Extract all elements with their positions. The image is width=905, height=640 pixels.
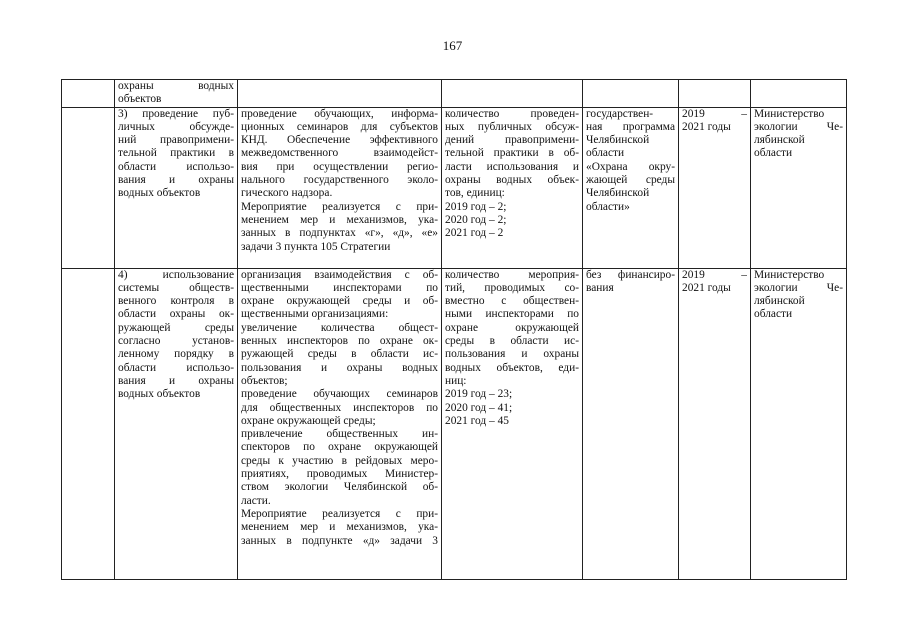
cell-text-line: увеличение количества общест-	[241, 321, 438, 334]
table-cell-c6	[679, 80, 751, 108]
table-cell-c7	[751, 268, 847, 579]
cell-text-line: согласно установ-	[118, 335, 234, 348]
cell-text-line: занных в подпунктах «г», «д», «е»	[241, 227, 438, 240]
table-cell-c1	[62, 107, 115, 268]
cell-text-line: 2021 годы	[682, 120, 731, 133]
cell-text-line: для общественных инспекторов по	[241, 401, 438, 414]
cell-text-line: Министерство	[754, 268, 825, 281]
cell-text-line: вместно с обществен-	[445, 295, 579, 308]
cell-text-line: Мероприятие реализуется с при-	[241, 507, 438, 520]
cell-text-line: пользования и охраны водных	[241, 361, 438, 374]
cell-text-line: жающей среды	[586, 174, 675, 187]
table-cell-c4	[442, 107, 583, 268]
cell-text-line: занных в подпункте «д» задачи 3	[241, 534, 438, 547]
cell-text-line: охране окружающей	[445, 321, 579, 334]
cell-text-line: ством экологии Челябинской об-	[241, 481, 438, 494]
cell-text-line: дений правопримени-	[445, 134, 579, 147]
cell-text-line: вания и охраны	[118, 374, 234, 387]
cell-text-line: межведомственного взаимодейст-	[241, 147, 438, 160]
cell-text-line: вия при осуществлении регио-	[241, 160, 438, 173]
table-row	[62, 80, 847, 108]
cell-text-line: вания	[586, 281, 614, 294]
measures-table	[61, 79, 847, 580]
cell-text-line: 2020 год – 41;	[445, 401, 513, 414]
cell-text-line: ленному порядку в	[118, 348, 234, 361]
cell-text-line: проведение обучающих семинаров	[241, 388, 438, 401]
cell-text-line: Мероприятие реализуется с при-	[241, 200, 438, 213]
cell-text-line: охране окружающей среды и об-	[241, 295, 438, 308]
cell-text-line: ных публичных обсуж-	[445, 120, 579, 133]
cell-text-line: водных объектов	[118, 187, 201, 200]
table-cell-c3	[238, 107, 442, 268]
cell-text-line: 2019 –	[682, 107, 747, 120]
cell-text-line: системы обществ-	[118, 281, 234, 294]
cell-text-line: гического надзора.	[241, 187, 333, 200]
cell-text-line: области использо-	[118, 361, 234, 374]
cell-text-line: экологии Че-	[754, 281, 843, 294]
cell-text-line: государствен-	[586, 107, 654, 120]
table-cell-c2	[115, 107, 238, 268]
cell-text-line: количество проведен-	[445, 107, 579, 120]
cell-text-line: венного контроля в	[118, 295, 234, 308]
cell-text-line: 2019 –	[682, 268, 747, 281]
cell-text-line: 2021 годы	[682, 281, 731, 294]
cell-text-line: области	[754, 147, 793, 160]
cell-text-line: охране окружающей среды;	[241, 414, 376, 427]
table-cell-c6	[679, 107, 751, 268]
cell-text-line: 2019 год – 23;	[445, 388, 513, 401]
cell-text-line: охраны водных	[118, 80, 234, 92]
cell-text-line: тий, проводимых со-	[445, 281, 579, 294]
table-cell-c5	[583, 268, 679, 579]
page-number: 167	[442, 38, 463, 53]
cell-text-line: без финансиро-	[586, 268, 675, 281]
cell-text-line: КНД. Обеспечение эффективного	[241, 134, 438, 147]
cell-text-line: тельной практики в	[118, 147, 234, 160]
cell-text-line: объектов;	[241, 374, 288, 387]
cell-text-line: лябинской	[754, 134, 805, 147]
cell-text-line: щественными инспекторами по	[241, 281, 438, 294]
cell-text-line: 2020 год – 2;	[445, 213, 507, 226]
cell-text-line: вания и охраны	[118, 174, 234, 187]
cell-text-line: 4) использование	[118, 268, 234, 281]
cell-text-line: области	[586, 147, 625, 160]
table-cell-c4	[442, 80, 583, 108]
table-cell-c4	[442, 268, 583, 579]
cell-text-line: ружающей среды в области ис-	[241, 348, 438, 361]
cell-text-line: ниц:	[445, 374, 467, 387]
cell-text-line: водных объектов, еди-	[445, 361, 579, 374]
cell-text-line: 3) проведение пуб-	[118, 107, 234, 120]
cell-text-line: Челябинской	[586, 134, 650, 147]
cell-text-line: тов, единиц:	[445, 187, 505, 200]
cell-text-line: привлечение общественных ин-	[241, 428, 438, 441]
table-cell-c6	[679, 268, 751, 579]
cell-text-line: менением мер и механизмов, ука-	[241, 521, 438, 534]
cell-text-line: приятиях, проводимых Министер-	[241, 468, 438, 481]
table-cell-c7	[751, 80, 847, 108]
cell-text-line: области использо-	[118, 160, 234, 173]
cell-text-line: организация взаимодействия с об-	[241, 268, 438, 281]
cell-text-line: объектов	[118, 93, 162, 106]
cell-text-line: области»	[586, 200, 630, 213]
cell-text-line: ная программа	[586, 120, 675, 133]
cell-text-line: пользования и охраны	[445, 348, 579, 361]
cell-text-line: Министерство	[754, 107, 825, 120]
cell-text-line: 2019 год – 2;	[445, 200, 507, 213]
table-cell-c2	[115, 80, 238, 108]
cell-text-line: области	[754, 308, 793, 321]
cell-text-line: нального государственного эколо-	[241, 174, 438, 187]
cell-text-line: проведение обучающих, информа-	[241, 107, 438, 120]
cell-text-line: менением мер и механизмов, ука-	[241, 213, 438, 226]
cell-text-line: спекторов по охране окружающей	[241, 441, 438, 454]
cell-text-line: щественными организациями:	[241, 308, 389, 321]
cell-text-line: области охраны ок-	[118, 308, 234, 321]
cell-text-line: ружающей среды	[118, 321, 234, 334]
cell-text-line: охраны водных объек-	[445, 174, 579, 187]
table-row	[62, 268, 847, 579]
table-cell-c1	[62, 80, 115, 108]
cell-text-line: ласти.	[241, 494, 271, 507]
table-cell-c1	[62, 268, 115, 579]
cell-text-line: тельной практики в об-	[445, 147, 579, 160]
cell-text-line: ласти использования и	[445, 160, 579, 173]
table-cell-c3	[238, 268, 442, 579]
table-cell-c2	[115, 268, 238, 579]
cell-text-line: 2021 год – 2	[445, 227, 504, 240]
cell-text-line: венных инспекторов по охране ок-	[241, 335, 438, 348]
table-row	[62, 107, 847, 268]
table-cell-c3	[238, 80, 442, 108]
cell-text-line: Челябинской	[586, 187, 650, 200]
table-cell-c5	[583, 80, 679, 108]
cell-text-line: «Охрана окру-	[586, 160, 675, 173]
cell-text-line: количество мероприя-	[445, 268, 579, 281]
table-cell-c5	[583, 107, 679, 268]
cell-text-line: среды к участию в рейдовых меро-	[241, 454, 438, 467]
table-cell-c7	[751, 107, 847, 268]
cell-text-line: личных обсужде-	[118, 120, 234, 133]
cell-text-line: 2021 год – 45	[445, 414, 509, 427]
cell-text-line: экологии Че-	[754, 120, 843, 133]
cell-text-line: ными инспекторами по	[445, 308, 579, 321]
cell-text-line: лябинской	[754, 295, 805, 308]
cell-text-line: ний правопримени-	[118, 134, 234, 147]
cell-text-line: задачи 3 пункта 105 Стратегии	[241, 240, 391, 253]
cell-text-line: ционных семинаров для субъектов	[241, 120, 438, 133]
cell-text-line: водных объектов	[118, 388, 201, 401]
cell-text-line: среды в области ис-	[445, 335, 579, 348]
